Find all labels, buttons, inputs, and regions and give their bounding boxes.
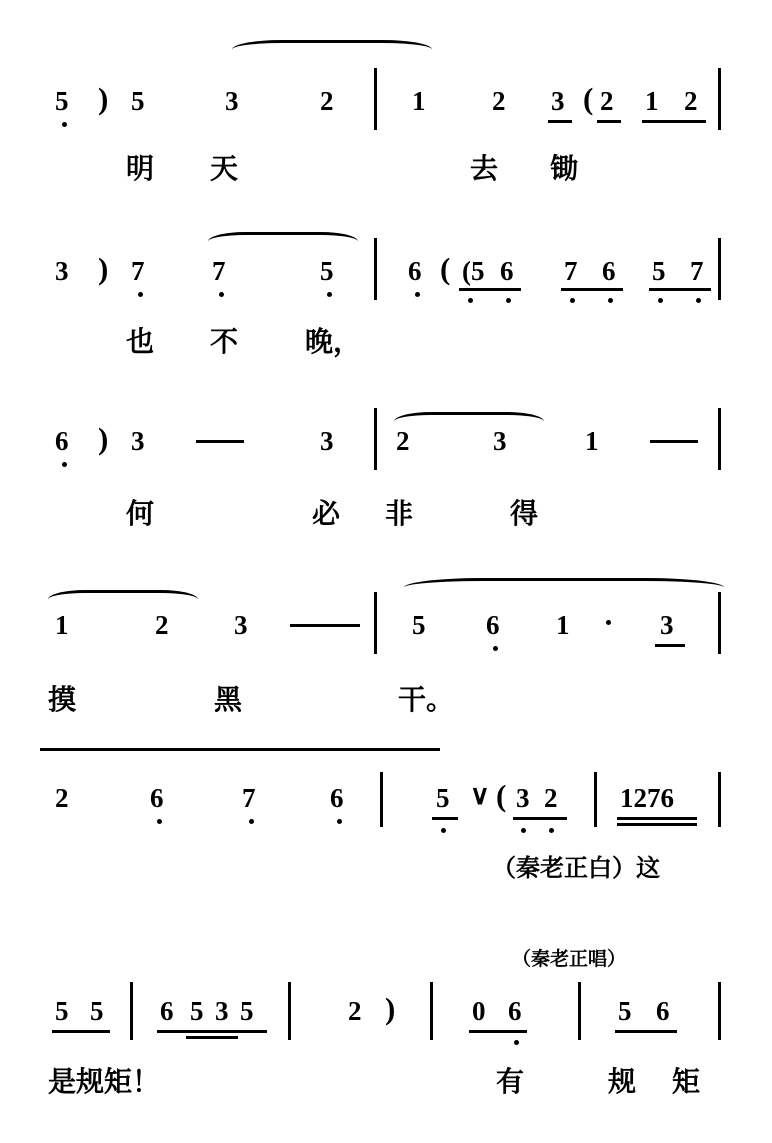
note: 5: [412, 610, 426, 640]
octave-dot-low: [337, 819, 342, 824]
note-group: 1276: [620, 783, 674, 813]
lyric: 也: [126, 325, 155, 358]
bar-line: [718, 238, 721, 300]
octave-dot-low: [138, 292, 143, 297]
lyric: 摸: [48, 683, 77, 716]
lyric: 不: [210, 325, 239, 358]
note: 6: [602, 256, 616, 286]
beam: [432, 817, 458, 820]
bar-line: [380, 772, 383, 827]
octave-dot-low: [570, 298, 575, 303]
bar-line: [594, 772, 597, 827]
lyric: 天: [210, 152, 239, 185]
note-paren: ): [98, 251, 109, 286]
note: 5: [652, 256, 666, 286]
beam: [548, 120, 572, 123]
lyric: 矩: [672, 1065, 701, 1098]
note: 3: [55, 256, 69, 286]
note: 7: [564, 256, 578, 286]
bar-line: [718, 772, 721, 827]
beam: [157, 1030, 267, 1033]
note: 3: [131, 426, 145, 456]
note: 6: [408, 256, 422, 286]
slur-arc: [48, 590, 198, 609]
note: 3: [225, 86, 239, 116]
note: 7: [690, 256, 704, 286]
note: 5: [55, 996, 69, 1026]
note-paren: ): [98, 421, 109, 456]
note: 3: [320, 426, 334, 456]
octave-dot-low: [514, 1040, 519, 1045]
octave-dot-low: [441, 828, 446, 833]
lyric: 得: [510, 497, 539, 530]
slur-arc: [208, 232, 358, 251]
octave-dot-low: [608, 298, 613, 303]
octave-dot-low: [62, 122, 67, 127]
note: 2: [320, 86, 334, 116]
note: 6: [160, 996, 174, 1026]
note: 1: [412, 86, 426, 116]
bar-line: [718, 592, 721, 654]
bar-line: [288, 982, 291, 1040]
note-paren-open: (: [496, 778, 507, 813]
note: 5: [131, 86, 145, 116]
lyric: 有: [496, 1065, 525, 1098]
note: 3: [215, 996, 229, 1026]
note: 1: [556, 610, 570, 640]
sustain-dash: [196, 440, 244, 443]
note-paren: ): [385, 991, 396, 1026]
spoken-line: （秦老正白）这: [492, 853, 660, 882]
note: 2: [55, 783, 69, 813]
bar-line: [374, 68, 377, 130]
bar-line: [430, 982, 433, 1040]
note: 6: [55, 426, 69, 456]
note: 0: [472, 996, 486, 1026]
note: 6: [486, 610, 500, 640]
lyric: 去: [470, 152, 499, 185]
octave-dot-low: [249, 819, 254, 824]
lyric: 干。: [398, 683, 455, 716]
note: 6: [500, 256, 514, 286]
beam: [459, 288, 521, 291]
bar-line: [578, 982, 581, 1040]
note: 3: [660, 610, 674, 640]
beam: [617, 823, 697, 826]
bar-line: [718, 68, 721, 130]
note: 6: [330, 783, 344, 813]
beam: [561, 288, 623, 291]
sustain-dash: [290, 624, 360, 627]
note: 6: [150, 783, 164, 813]
note: 5: [240, 996, 254, 1026]
note: 2: [348, 996, 362, 1026]
breath-mark: ∨: [470, 780, 490, 810]
note: 1: [55, 610, 69, 640]
beam: [617, 817, 697, 820]
note: 5: [320, 256, 334, 286]
lyric: 黑: [214, 683, 243, 716]
note: 3: [551, 86, 565, 116]
octave-dot-low: [521, 828, 526, 833]
octave-dot-low: [468, 298, 473, 303]
note: 5: [436, 783, 450, 813]
note-paren-open: (: [583, 81, 594, 116]
lyric: 晚，: [305, 325, 362, 358]
section-rule: [40, 748, 440, 751]
note: 3: [234, 610, 248, 640]
note: 3: [493, 426, 507, 456]
octave-dot-low: [696, 298, 701, 303]
octave-dot-low: [549, 828, 554, 833]
dotted-note-dot: [606, 620, 611, 625]
beam: [615, 1030, 677, 1033]
note: (5: [462, 256, 485, 286]
note: 2: [684, 86, 698, 116]
lyric-line: 是规矩！: [48, 1065, 161, 1098]
bar-line: [130, 982, 133, 1040]
beam: [52, 1030, 110, 1033]
beam: [597, 120, 621, 123]
beam: [186, 1036, 238, 1039]
slur-arc: [232, 40, 432, 59]
note: 5: [90, 996, 104, 1026]
octave-dot-low: [327, 292, 332, 297]
bar-line: [718, 408, 721, 470]
note: 7: [242, 783, 256, 813]
note: 2: [600, 86, 614, 116]
note: 2: [155, 610, 169, 640]
lyric: 必: [312, 497, 341, 530]
octave-dot-low: [493, 646, 498, 651]
note: 5: [190, 996, 204, 1026]
note: 6: [656, 996, 670, 1026]
note-paren: ): [98, 81, 109, 116]
lyric: 锄: [550, 152, 579, 185]
note: 7: [212, 256, 226, 286]
octave-dot-low: [157, 819, 162, 824]
note: 2: [544, 783, 558, 813]
bar-line: [374, 238, 377, 300]
note: 3: [516, 783, 530, 813]
beam: [642, 120, 706, 123]
note: 1: [645, 86, 659, 116]
sustain-dash: [650, 440, 698, 443]
note: 5: [618, 996, 632, 1026]
lyric: 非: [385, 497, 414, 530]
note: 7: [131, 256, 145, 286]
note: 5: [55, 86, 69, 116]
bar-line: [374, 408, 377, 470]
beam: [649, 288, 711, 291]
octave-dot-low: [219, 292, 224, 297]
octave-dot-low: [415, 292, 420, 297]
lyric: 规: [608, 1065, 637, 1098]
note: 2: [396, 426, 410, 456]
octave-dot-low: [658, 298, 663, 303]
bar-line: [374, 592, 377, 654]
note: 1: [585, 426, 599, 456]
octave-dot-low: [506, 298, 511, 303]
note: 2: [492, 86, 506, 116]
lyric: 明: [126, 152, 155, 185]
lyric: 何: [126, 497, 155, 530]
slur-arc: [404, 578, 724, 597]
slur-arc: [394, 412, 544, 431]
beam: [469, 1030, 527, 1033]
performance-cue: （秦老正唱）: [512, 948, 627, 970]
note: 6: [508, 996, 522, 1026]
note-paren-open: (: [440, 251, 451, 286]
bar-line: [718, 982, 721, 1040]
beam: [655, 644, 685, 647]
beam: [513, 817, 567, 820]
octave-dot-low: [62, 462, 67, 467]
